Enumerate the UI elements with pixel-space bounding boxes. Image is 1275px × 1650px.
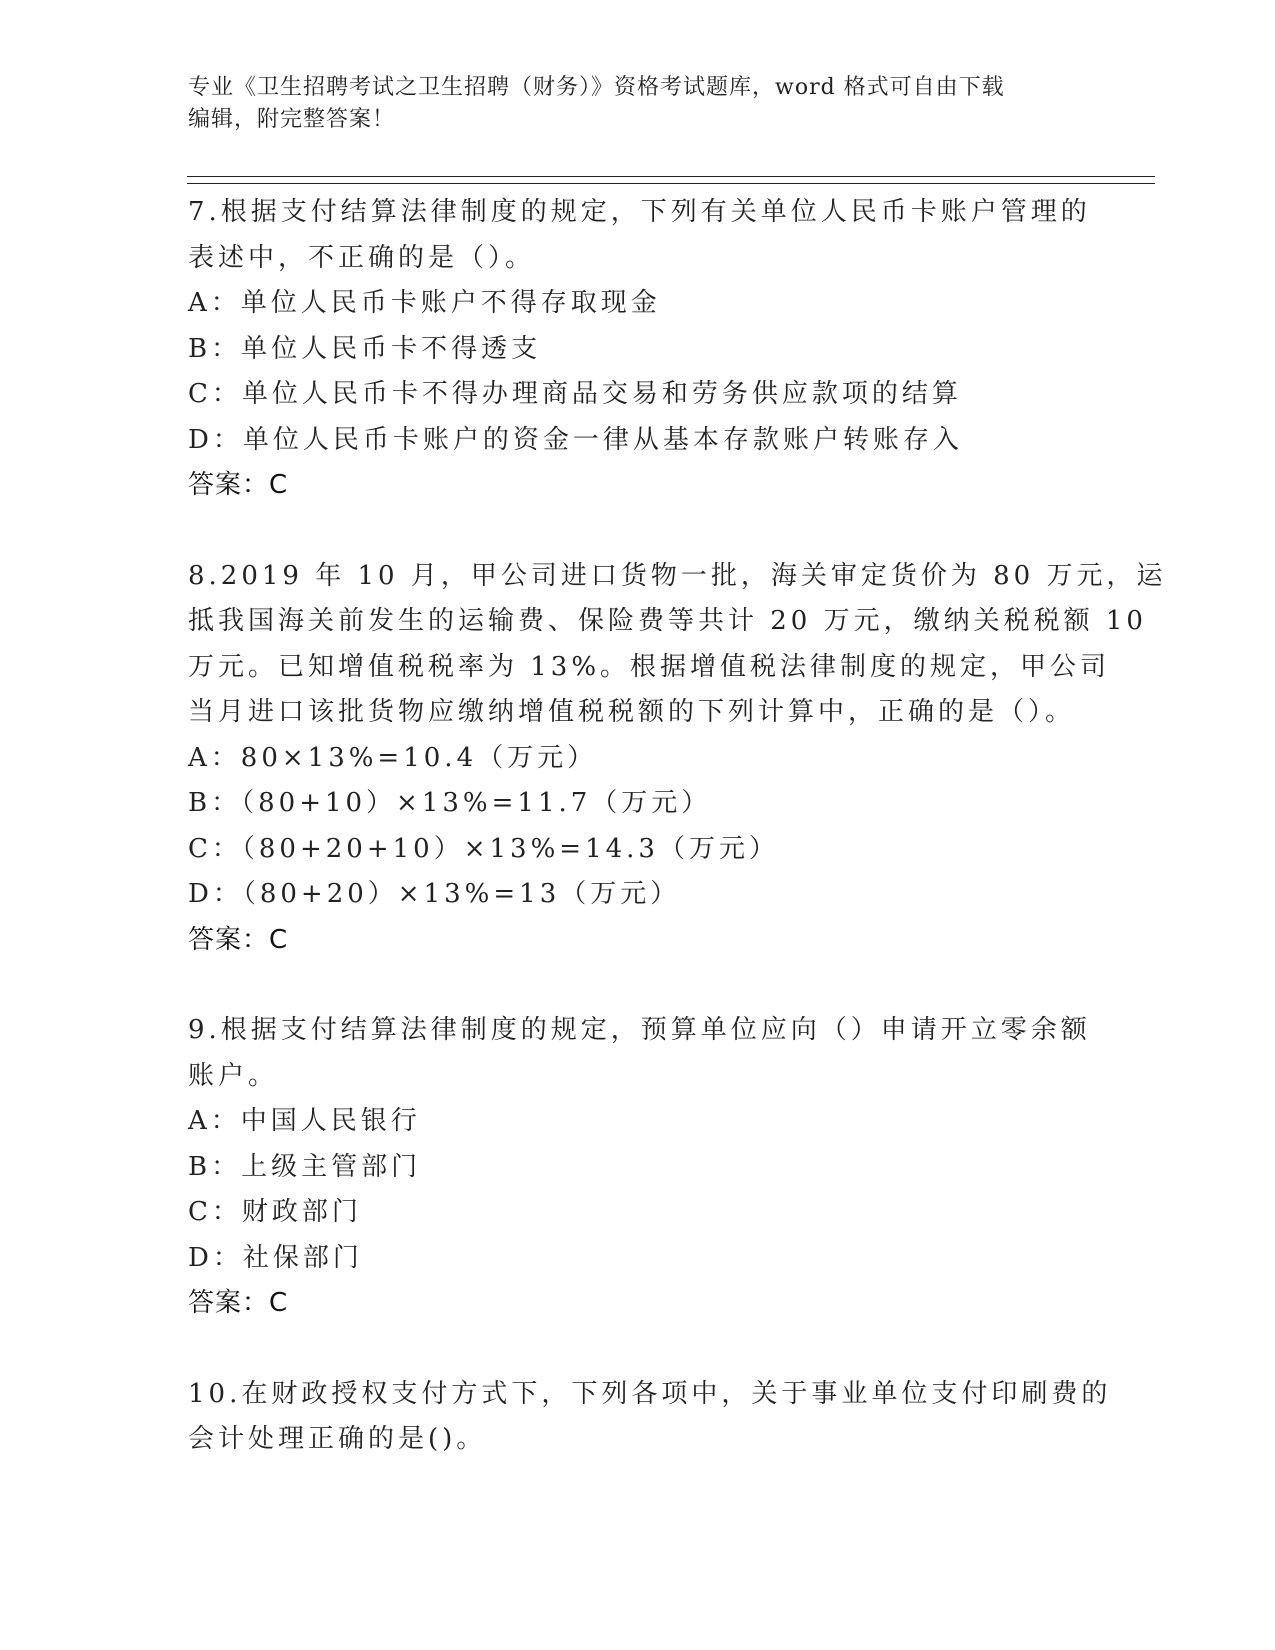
header-divider-top: [187, 176, 1155, 177]
question-8: [188, 554, 1167, 964]
question-stem-line: 8.2019 年 10 月，甲公司进口货物一批，海关审定货价为 80 万元，运: [188, 560, 1167, 591]
option-a: A：单位人民币卡账户不得存取现金: [188, 288, 661, 318]
question-stem-line: 当月进口该批货物应缴纳增值税税额的下列计算中，正确的是（）。: [188, 697, 1076, 727]
option-d: D：单位人民币卡账户的资金一律从基本存款账户转账存入: [188, 424, 963, 455]
option-c: C：财政部门: [188, 1197, 362, 1227]
answer-line: 答案：C: [188, 1288, 289, 1318]
header-divider-bottom: [187, 183, 1155, 184]
question-stem-line: 账户。: [188, 1060, 279, 1091]
question-9: [188, 1008, 1091, 1327]
option-a: A：中国人民银行: [188, 1106, 421, 1136]
question-stem-line: 10.在财政授权支付方式下，下列各项中，关于事业单位支付印刷费的: [188, 1378, 1112, 1409]
document-header: [188, 72, 1068, 136]
header-line-1: 专业《卫生招聘考试之卫生招聘（财务）》资格考试题库，word 格式可自由下载: [188, 75, 1005, 100]
question-stem-line: 万元。已知增值税税率为 13%。根据增值税法律制度的规定，甲公司: [188, 651, 1111, 682]
question-10: [188, 1372, 1112, 1463]
option-c: C：单位人民币卡不得办理商品交易和劳务供应款项的结算: [188, 379, 962, 409]
question-stem-line: 抵我国海关前发生的运输费、保险费等共计 20 万元，缴纳关税税额 10: [188, 606, 1147, 636]
option-a: A：80×13%=10.4（万元）: [188, 742, 598, 773]
answer-line: 答案：C: [188, 470, 289, 500]
option-d: D：（80+20）×13%=13（万元）: [188, 879, 681, 909]
question-stem-line: 7.根据支付结算法律制度的规定，下列有关单位人民币卡账户管理的: [188, 197, 1091, 227]
question-7: [188, 190, 1091, 509]
answer-line: 答案：C: [188, 924, 289, 955]
header-line-2: 编辑，附完整答案！: [188, 107, 396, 132]
question-list: [188, 190, 1167, 1463]
question-stem-line: 会计处理正确的是()。: [188, 1424, 487, 1454]
option-b: B：单位人民币卡不得透支: [188, 333, 542, 364]
option-c: C：（80+20+10）×13%=14.3（万元）: [188, 833, 779, 864]
question-stem-line: 9.根据支付结算法律制度的规定，预算单位应向（）申请开立零余额: [188, 1015, 1091, 1045]
option-b: B：上级主管部门: [188, 1151, 422, 1182]
question-stem-line: 表述中，不正确的是（）。: [188, 242, 536, 273]
option-d: D：社保部门: [188, 1242, 363, 1273]
option-b: B：（80+10）×13%=11.7（万元）: [188, 788, 712, 818]
